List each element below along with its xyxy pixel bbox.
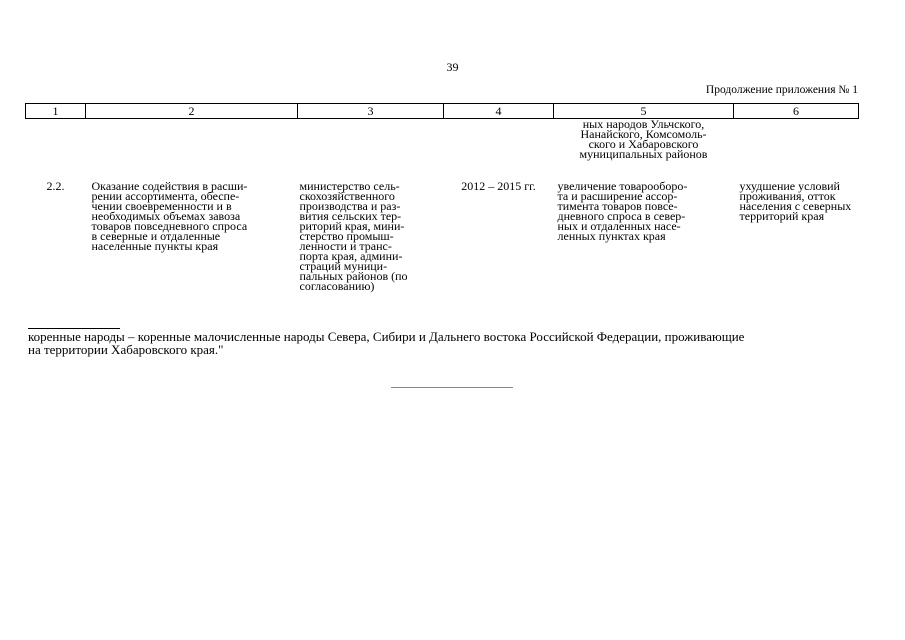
text-line: ных народов Ульчского, bbox=[582, 117, 705, 131]
text-line: дневного спроса в север- bbox=[557, 209, 686, 223]
text-line: согласованию) bbox=[299, 279, 375, 293]
text-line: территорий края bbox=[739, 209, 825, 223]
table-row bbox=[26, 181, 859, 291]
text-line: производства и раз- bbox=[299, 199, 401, 213]
footnote-line: коренные народы – коренные малочисленные народы Севера, Сибири и Дальнего востока Российской Федерации, проживающие bbox=[28, 329, 745, 344]
text-line: ухудшение условий bbox=[739, 179, 840, 193]
table-header-row bbox=[26, 104, 859, 119]
text-line: в северные и отдаленные bbox=[91, 229, 221, 243]
text-line: ленных пунктах края bbox=[557, 229, 666, 243]
text-line: Оказание содействия в расши- bbox=[91, 179, 248, 193]
text-line: вития сельских тер- bbox=[299, 209, 402, 223]
text-line: ленности и транс- bbox=[299, 239, 392, 253]
text-line: чении своевременности и в bbox=[91, 199, 232, 213]
footnote bbox=[28, 330, 878, 356]
text-line: порта края, админи- bbox=[299, 249, 403, 263]
column-header-4: 4 bbox=[444, 104, 554, 119]
text-line: страций муници- bbox=[299, 259, 388, 273]
footnote-line: на территории Хабаровского края." bbox=[28, 342, 224, 357]
text-line: пальных районов (по bbox=[299, 269, 408, 283]
text-line: та и расширение ассор- bbox=[557, 189, 678, 203]
text-line: муниципальных районов bbox=[579, 147, 708, 161]
text-line: проживания, отток bbox=[739, 189, 836, 203]
column-header-3: 3 bbox=[298, 104, 444, 119]
appendix-table bbox=[25, 103, 859, 291]
responsible-cell bbox=[298, 181, 444, 291]
table-carryover-row bbox=[26, 119, 859, 182]
measure-cell bbox=[86, 181, 298, 291]
text-line: рении ассортимента, обеспе- bbox=[91, 189, 240, 203]
text-line: министерство сель- bbox=[299, 179, 400, 193]
result-cell bbox=[554, 181, 734, 291]
period-cell: 2012 – 2015 гг. bbox=[461, 179, 536, 193]
text-line: товаров повседневного спроса bbox=[91, 219, 248, 233]
column-header-6: 6 bbox=[734, 104, 859, 119]
page-number: 39 bbox=[446, 60, 459, 74]
text-line: скохозяйственного bbox=[299, 189, 395, 203]
text-line: увеличение товарооборо- bbox=[557, 179, 688, 193]
appendix-caption: Продолжение приложения № 1 bbox=[705, 84, 858, 96]
end-divider bbox=[391, 387, 513, 388]
text-line: ского и Хабаровского bbox=[588, 137, 699, 151]
text-line: тимента товаров повсе- bbox=[557, 199, 678, 213]
column-header-2: 2 bbox=[86, 104, 298, 119]
text-line: риторий края, мини- bbox=[299, 219, 405, 233]
row-number: 2.2. bbox=[46, 179, 65, 193]
text-line: стерство промыш- bbox=[299, 229, 394, 243]
column-header-5: 5 bbox=[554, 104, 734, 119]
text-line: населения с северных bbox=[739, 199, 852, 213]
risk-cell bbox=[734, 181, 859, 291]
text-line: населенные пункты края bbox=[91, 239, 219, 253]
text-line: Нанайского, Комсомоль- bbox=[580, 127, 707, 141]
column-header-1: 1 bbox=[26, 104, 86, 119]
carryover-text bbox=[554, 119, 734, 182]
text-line: необходимых объемах завоза bbox=[91, 209, 241, 223]
text-line: ных и отдаленных насе- bbox=[557, 219, 681, 233]
